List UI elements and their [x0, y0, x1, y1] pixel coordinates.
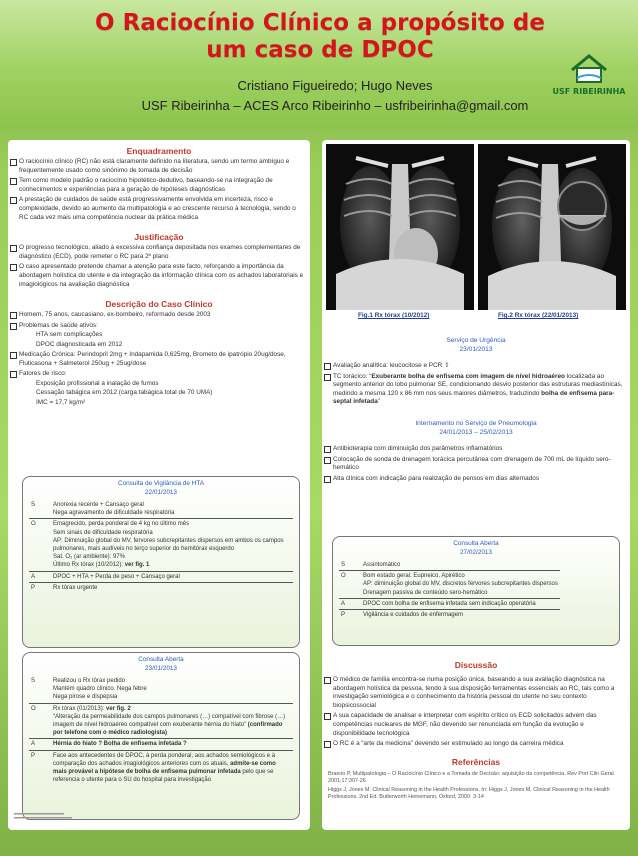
enquadramento-item: O raciocínio clínico (RC) não está claramente definido na literatura, sendo um termo ambíguo e frequentemente usado como sinónimo de tomada de decisão — [8, 158, 310, 175]
logo-text: USF RIBEIRINHA — [552, 87, 626, 96]
internamento-item: Colocação de sonda de drenagem torácica percutânea com drenagem de 700 mL de líquido sero-hemático — [322, 456, 630, 473]
box-date: 22/01/2013 — [145, 489, 177, 496]
chest-xray-image-1 — [326, 144, 474, 310]
discussao-heading: Discussão — [454, 660, 498, 670]
poster-title — [60, 10, 580, 64]
risk-item: Exposição profissional a inalação de fumos — [36, 379, 159, 387]
soap-table — [29, 500, 293, 593]
soap-row-p: P Rx tórax urgente — [31, 584, 98, 591]
left-column — [8, 140, 310, 830]
problem-item: DPOC diagnosticada em 2012 — [36, 340, 123, 348]
caso-item: Medicação Crónica: Perindopril 2mg + Indapamida 0,625mg, Brometo de ipatrópio 20ug/dose, Fluticasona + Salmeterol 250ug + 25ug/dose — [8, 351, 310, 368]
caso-item: Problemas de saúde ativos: — [8, 322, 310, 331]
urgencia-item: Avaliação analítica: leucocitose e PCR ⇧ — [322, 362, 630, 371]
soap-row-a: A DPOC com bolha de enfisema infetada sem indicação operatória — [339, 598, 560, 609]
soap-row-a: A Hérnia do hiato ? Bolha de enfisema infetada ? — [29, 739, 293, 750]
soap-row-s: S Realizou o Rx tórax pedido Mantém quadro clínico. Nega febre Nega pirose e dispepsia — [29, 676, 293, 703]
box-date: 23/01/2013 — [145, 665, 177, 672]
soap-row-s: S Anorexia recente + Cansaço geral Nega agravamento de dificuldade respiratória — [29, 500, 293, 519]
box-title: Consulta de Vigilância de HTA — [117, 480, 205, 487]
footer-fineprint — [14, 812, 74, 823]
soap-row-a: A DPOC + HTA + Perda de peso + Cansaço geral — [29, 571, 293, 582]
box-date: 27/02/2013 — [460, 549, 492, 556]
xray-illustration-icon — [326, 144, 474, 310]
soap-row-o: O Bom estado geral. Eupneico. Apirético AP: diminuição global do MV, discretos fervores subcrepitantes dispersos Drenagem passiva de conteúdo sero-hemático — [339, 571, 560, 599]
internamento-item: Alta clínica com indicação para realização de pensos em dias alternados — [322, 475, 630, 484]
caso-heading: Descrição do Caso Clínico — [105, 299, 213, 310]
reference-item: Higgs J, Jones M. Clinical Reasoning in the Health Professions. In: Higgs J, Jones M. Clinical Reasoning in the Health Professions. 2nd Ed. Butterworth Heinemann, Oxford, 2000: 3-14 — [328, 786, 610, 800]
internamento-title: Internamento no Serviço de Pneumologia — [415, 419, 537, 427]
figure-2-caption: Fig.2 Rx tórax (22/01/2013) — [498, 312, 579, 319]
discussao-item: O médico de família encontra-se numa posição única, baseando a sua avaliação diagnóstica na abordagem holística da pessoa, tendo à sua disposição ferramentas essenciais ao RC, tais como a investigação semiológica e o conhecimento da história pessoal do utente no seu contexto biopsicossocial — [322, 676, 630, 710]
poster-header — [0, 0, 638, 130]
urgencia-date: 23/01/2013 — [459, 346, 493, 353]
soap-row-p: P Face aos antecedentes de DPOC, à perda ponderal, aos achados semiológicos e à comparação dos achados imagiológicos anteriores com os atuais, admite-se como mais provável a hipótese de bolha de enfisema pulmonar infetada pelo que se referencia o utente para o SU do hospital para investigação — [31, 752, 276, 784]
title-line-1: O Raciocínio Clínico a propósito de — [95, 10, 545, 36]
soap-table — [339, 560, 560, 620]
authors: Cristiano Figueiredo; Hugo Neves — [237, 78, 433, 93]
urgencia-item: TC torácico: “Exuberante bolha de enfisema com imagem de nível hidroaéreo localizada ao segmento anterior do lobo pulmonar SE, condicionando desvio posterior das estruturas mediastínicas, medindo a mesma 120 x 86 mm nos seus maiores diâmetros, traduzindo bolha de enfisema para-septal infetada” — [322, 373, 630, 407]
justificacao-item: O caso apresentado pretende chamar a atenção para este facto, reforçando a importância da abordagem holística do utente e da integração da informação clínica com os achados laboratoriais e imagiológicos na avaliação diagnóstica — [8, 263, 310, 289]
justificacao-heading: Justificação — [134, 232, 184, 243]
fineprint-lines-icon — [14, 812, 74, 822]
enquadramento-heading: Enquadramento — [126, 146, 192, 156]
title-line-2: um caso de DPOC — [206, 37, 434, 63]
justificacao-item: O progresso tecnológico, aliado à excessiva confiança depositada nos exames complementares de diagnóstico (ECD), pode remeter o RC para 2º plano — [8, 244, 310, 261]
referencias-heading: Referências — [451, 756, 501, 767]
affiliation: USF Ribeirinha – ACES Arco Ribeirinho – usfribeirinha@gmail.com — [141, 98, 529, 113]
house-logo-icon — [568, 52, 610, 84]
box-title: Consulta Aberta — [138, 656, 184, 663]
soap-table — [29, 676, 293, 785]
soap-row-o: O Rx tórax (01/2013): ver fig. 2 “Alteração da permeabilidade dos campos pulmonares (…) compatível com fibrose (…) imagem de nível hidroaéreo compatível com exuberante hérnia do hiato” (confirmado por telefone com o médico radiologista) — [29, 703, 293, 739]
caso-item: Fatores de risco: — [8, 370, 310, 379]
discussao-item: A sua capacidade de analisar e interpretar com espírito crítico os ECD solicitados advém das competências nucleares de MGF, não devendo ser renunciada em função da evolução e disponibilidade tecnológica — [322, 712, 630, 738]
consulta-aberta-box-1 — [22, 652, 300, 820]
discussao-section — [322, 654, 630, 801]
urgencia-section — [322, 336, 630, 483]
enquadramento-item: A prestação de cuidados de saúde está progressivamente envolvida em incerteza, risco e complexidade, devido ao aumento da multipatologia e ao crescente recurso à tecnologia, sendo o RC cada vez mais uma competência nuclear da prática médica — [8, 196, 310, 222]
discussao-item: O RC é a “arte da medicina” devendo ser estimulado ao longo da carreira médica — [322, 740, 630, 749]
risk-item: IMC = 17,7 kg/m² — [36, 398, 86, 406]
soap-row-p: P Vigilância e cuidados de enfermagem — [341, 612, 463, 619]
consulta-aberta-box-2 — [332, 536, 620, 646]
right-column — [322, 140, 630, 830]
problem-item: HTA sem complicações — [36, 331, 103, 339]
figure-1-caption: Fig.1 Rx tórax (10/2012) — [358, 312, 430, 319]
consulta-hta-box — [22, 476, 300, 648]
usf-logo — [548, 52, 630, 104]
urgencia-title: Serviço de Urgência — [446, 337, 506, 344]
xray-illustration-icon — [478, 144, 626, 310]
soap-row-s: S Assintomático — [339, 560, 560, 571]
caso-item: Homem, 75 anos, caucasiano, ex-bombeiro, reformado desde 2003 — [8, 311, 310, 320]
chest-xray-image-2 — [478, 144, 626, 310]
soap-row-o: O Emagrecido, perda ponderal de 4 kg no último mês Sem sinais de dificuldade respiratória AP: Diminuição global do MV, fervores subcrepitantes dispersos em ambos os campos pulmonares, mais audíveis no terço superior do hemitórax esquerdo Sat. O₂ (ar ambiente): 97% Último Rx tórax (10/2012): ver fig. 1 — [29, 519, 293, 571]
reference-item: Braeiro P, Multipatologia – O Raciocínio Clínico e a Tomada de Decisão: aquisição da competência. Rev Port Clin Geral 2001;17:307-26 — [328, 770, 614, 784]
internamento-dates: 24/01/2013 – 25/02/2013 — [439, 428, 513, 436]
enquadramento-item: Tem como modelo padrão o raciocínio hipotético-dedutivo, baseando-se na integração de conhecimentos e experiências para a geração de hipóteses diagnósticas — [8, 177, 310, 194]
risk-item: Cessação tabágica em 2012 (carga tabágica total de 70 UMA) — [36, 389, 213, 397]
box-title: Consulta Aberta — [453, 540, 499, 547]
internamento-item: Antibioterapia com diminuição dos parâmetros inflamatórios — [322, 445, 630, 454]
